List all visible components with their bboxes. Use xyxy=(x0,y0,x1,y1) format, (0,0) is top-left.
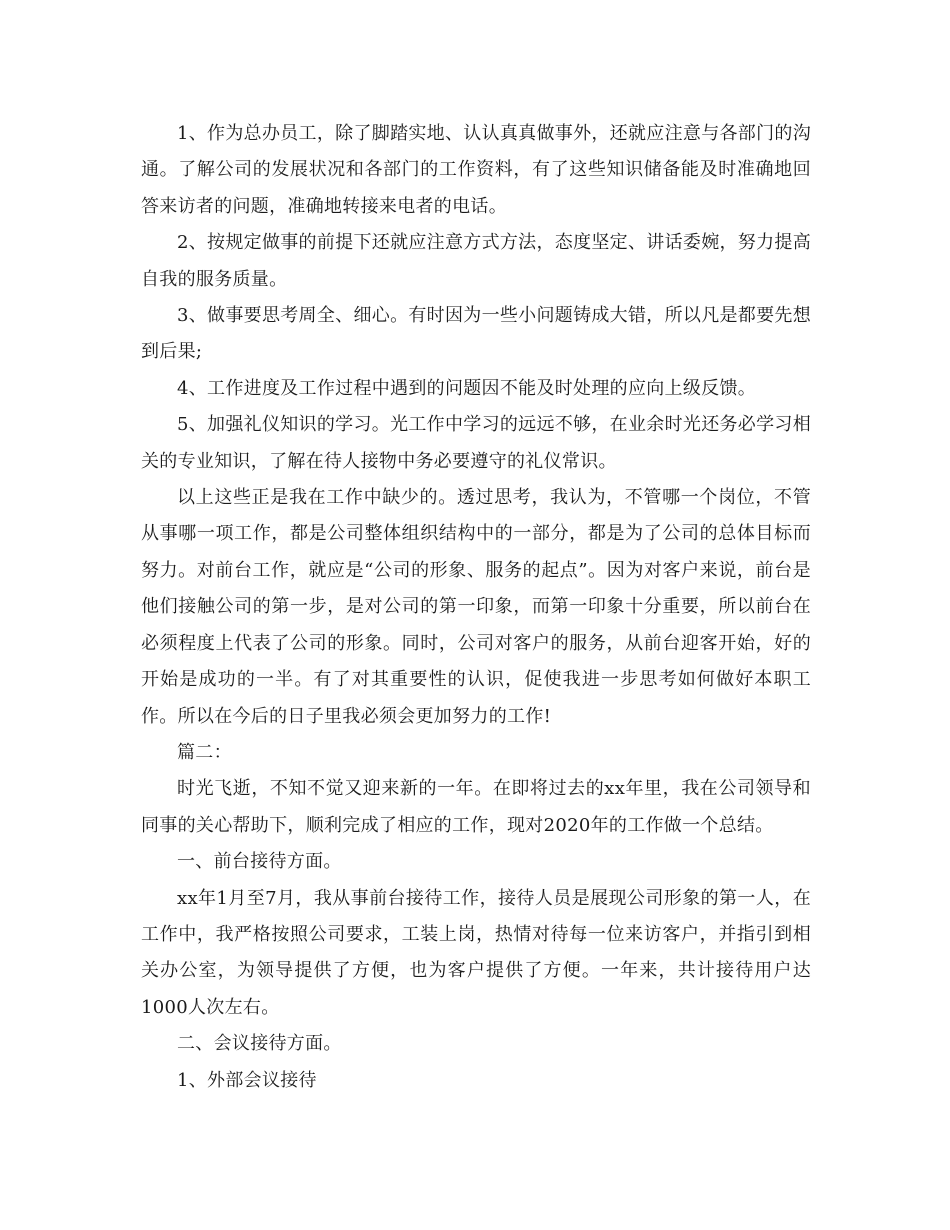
paragraph-item-5: 5、加强礼仪知识的学习。光工作中学习的远远不够，在业余时光还务必学习相关的专业知识，了解在待人接物中务必要遵守的礼仪常识。 xyxy=(141,414,811,472)
paragraph-item-3: 3、做事要思考周全、细心。有时因为一些小问题铸成大错，所以凡是都要先想到后果; xyxy=(141,305,811,363)
document-body xyxy=(141,116,811,1099)
paragraph-reception: xx年1月至7月，我从事前台接待工作，接待人员是展现公司形象的第一人，在工作中，我严格按照公司要求，工装上岗，热情对待每一位来访客户，并指引到相关办公室，为领导提供了方便，也为客户提供了方便。一年来，共计接待用户达1000人次左右。 xyxy=(141,887,811,1018)
subheading-external-meeting: 1、外部会议接待 xyxy=(177,1069,317,1091)
section-heading-part-two: 篇二： xyxy=(177,741,232,763)
paragraph-item-2: 2、按规定做事的前提下还就应注意方式方法，态度坚定、讲话委婉，努力提高自我的服务质量。 xyxy=(141,232,811,290)
paragraph-summary: 以上这些正是我在工作中缺少的。透过思考，我认为，不管哪一个岗位，不管从事哪一项工作，都是公司整体组织结构中的一部分，都是为了公司的总体目标而努力。对前台工作，就应是“公司的形象、服务的起点”。因为对客户来说，前台是他们接触公司的第一步，是对公司的第一印象，而第一印象十分重要，所以前台在必须程度上代表了公司的形象。同时，公司对客户的服务，从前台迎客开始，好的开始是成功的一半。有了对其重要性的认识，促使我进一步思考如何做好本职工作。所以在今后的日子里我必须会更加努力的工作! xyxy=(141,487,811,727)
section-heading-reception: 一、前台接待方面。 xyxy=(177,851,342,873)
paragraph-intro: 时光飞逝，不知不觉又迎来新的一年。在即将过去的xx年里，我在公司领导和同事的关心帮助下，顺利完成了相应的工作，现对2020年的工作做一个总结。 xyxy=(141,778,811,836)
section-heading-meeting: 二、会议接待方面。 xyxy=(177,1033,342,1055)
paragraph-item-4: 4、工作进度及工作过程中遇到的问题因不能及时处理的应向上级反馈。 xyxy=(177,377,757,399)
paragraph-item-1: 1、作为总办员工，除了脚踏实地、认认真真做事外，还就应注意与各部门的沟通。了解公司的发展状况和各部门的工作资料，有了这些知识储备能及时准确地回答来访者的问题，准确地转接来电者的电话。 xyxy=(141,123,811,217)
